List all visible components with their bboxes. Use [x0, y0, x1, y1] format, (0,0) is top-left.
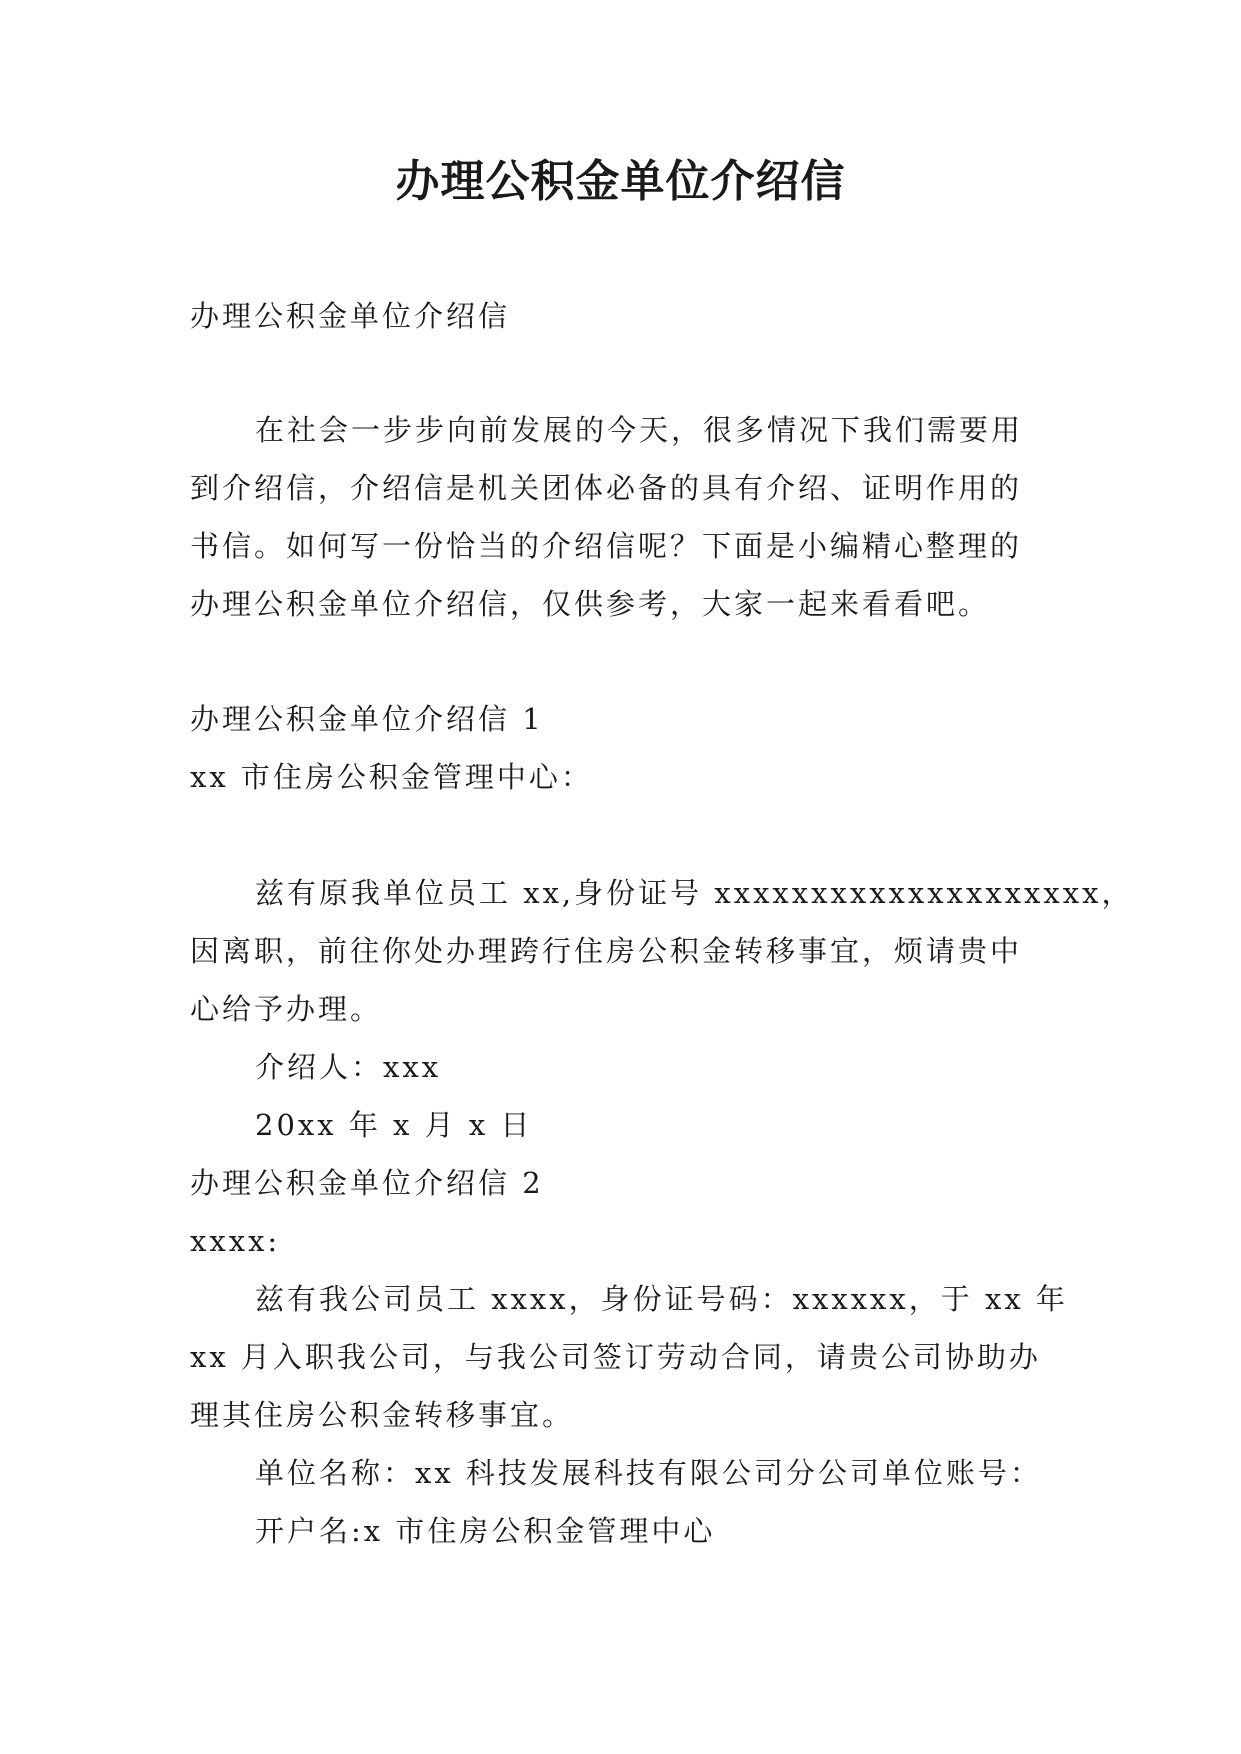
letter-1-recipient: xx 市住房公积金管理中心： — [190, 760, 593, 794]
letter-1-body-line-1: 兹有原我单位员工 xx,身份证号 xxxxxxxxxxxxxxxxxxxx， — [255, 876, 1134, 910]
letter-1-body-line-2: 因离职，前往你处办理跨行住房公积金转移事宜，烦请贵中 — [190, 934, 1023, 968]
intro-line-1: 在社会一步步向前发展的今天，很多情况下我们需要用 — [255, 413, 1024, 447]
letter-2-recipient: xxxx: — [190, 1224, 281, 1258]
intro-line-4: 办理公积金单位介绍信，仅供参考，大家一起来看看吧。 — [190, 587, 991, 621]
subtitle-line: 办理公积金单位介绍信 — [190, 299, 511, 333]
letter-2-body-line-2: xx 月入职我公司，与我公司签订劳动合同，请贵公司协助办 — [190, 1340, 1041, 1374]
letter-2-unit-name: 单位名称：xx 科技发展科技有限公司分公司单位账号： — [255, 1456, 1042, 1490]
letter-2-body-line-3: 理其住房公积金转移事宜。 — [190, 1398, 575, 1432]
intro-line-3: 书信。如何写一份恰当的介绍信呢？下面是小编精心整理的 — [190, 529, 1023, 563]
letter-1-date: 20xx 年 x 月 x 日 — [255, 1108, 533, 1142]
letter-2-account-name: 开户名:x 市住房公积金管理中心 — [255, 1514, 716, 1548]
letter-2-heading: 办理公积金单位介绍信 2 — [190, 1166, 544, 1200]
letter-1-heading: 办理公积金单位介绍信 1 — [190, 702, 544, 736]
letter-2-body-line-1: 兹有我公司员工 xxxx，身份证号码：xxxxxx，于 xx 年 — [255, 1282, 1068, 1316]
letter-1-introducer: 介绍人：xxx — [255, 1050, 442, 1084]
document-title: 办理公积金单位介绍信 — [395, 156, 846, 207]
intro-line-2: 到介绍信，介绍信是机关团体必备的具有介绍、证明作用的 — [190, 471, 1023, 505]
letter-1-body-line-3: 心给予办理。 — [190, 992, 383, 1026]
